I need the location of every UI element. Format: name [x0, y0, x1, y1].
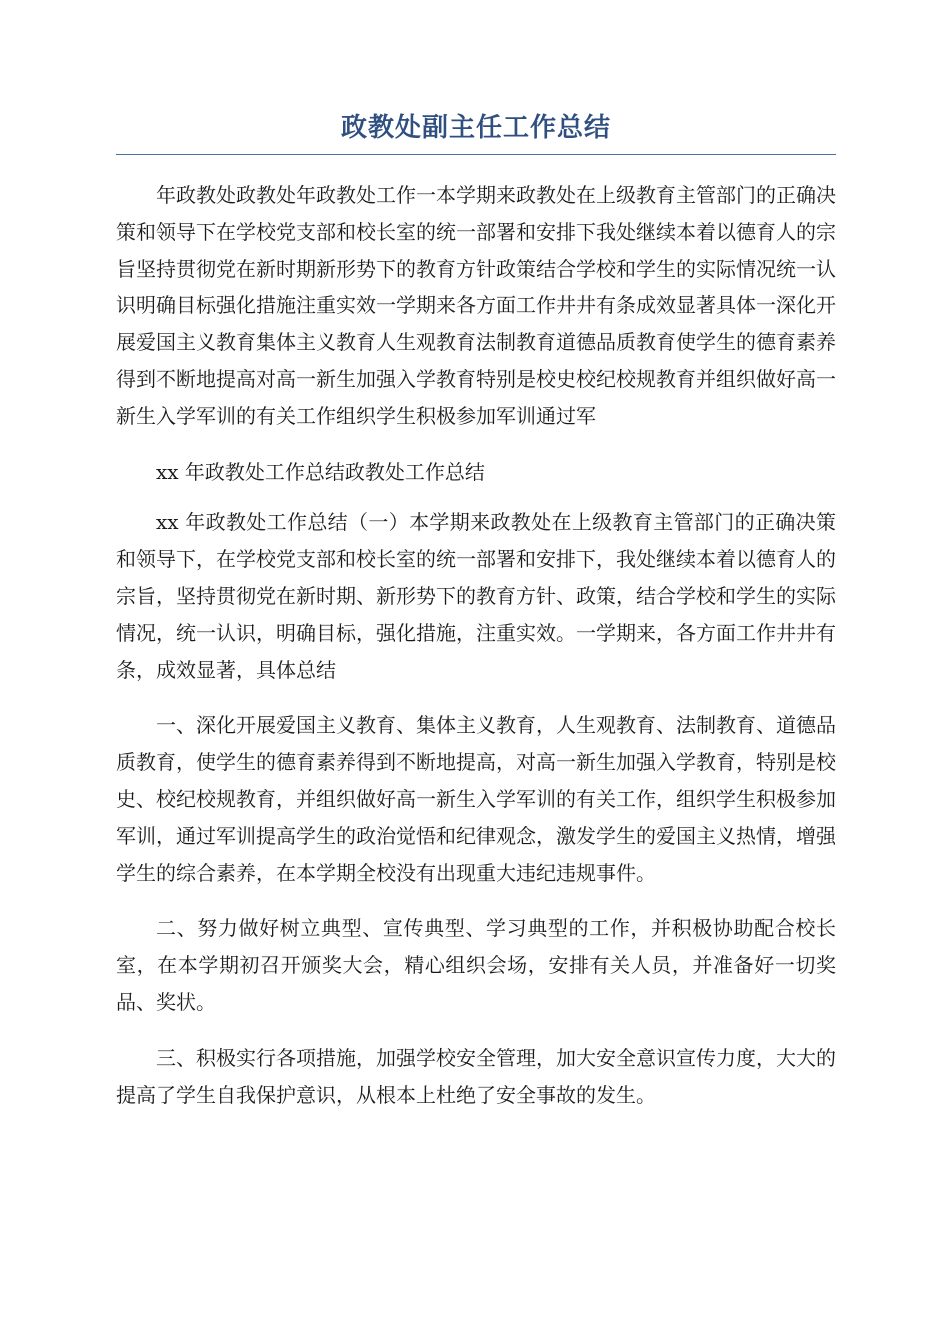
document-title: 政教处副主任工作总结 — [340, 113, 611, 143]
paragraph-subheading: xx 年政教处工作总结政教处工作总结 — [156, 459, 485, 484]
paragraph-summary-one: xx 年政教处工作总结（一）本学期来政教处在上级教育主管部门的正确决策和领导下，在学校党支部和校长室的统一部署和安排下，我处继续本着以德育人的宗旨，坚持贯彻党在新时期、新形势下的教育方针、政策，结合学校和学生的实际情况，统一认识，明确目标，强化措施，注重实效。一学期来，各方面工作井井有条，成效显著，具体总结 — [116, 510, 836, 682]
title-underline — [116, 154, 836, 155]
paragraph-intro: 年政教处政教处年政教处工作一本学期来政教处在上级教育主管部门的正确决策和领导下在学校党支部和校长室的统一部署和安排下我处继续本着以德育人的宗旨坚持贯彻党在新时期新形势下的教育方针政策结合学校和学生的实际情况统一认识明确目标强化措施注重实效一学期来各方面工作井井有条成效显著具体一深化开展爱国主义教育集体主义教育人生观教育法制教育道德品质教育使学生的德育素养得到不断地提高对高一新生加强入学教育特别是校史校纪校规教育并组织做好高一新生入学军训的有关工作组织学生积极参加军训通过军 — [116, 183, 836, 428]
paragraph-item-two: 二、努力做好树立典型、宣传典型、学习典型的工作，并积极协助配合校长室，在本学期初召开颁奖大会，精心组织会场，安排有关人员，并准备好一切奖品、奖状。 — [116, 916, 836, 1014]
paragraph-item-three: 三、积极实行各项措施，加强学校安全管理，加大安全意识宣传力度，大大的提高了学生自我保护意识，从根本上杜绝了安全事故的发生。 — [116, 1045, 836, 1107]
document-page — [116, 108, 836, 1132]
paragraph-item-one: 一、深化开展爱国主义教育、集体主义教育，人生观教育、法制教育、道德品质教育，使学生的德育素养得到不断地提高，对高一新生加强入学教育，特别是校史、校纪校规教育，并组织做好高一新生入学军训的有关工作，组织学生积极参加军训，通过军训提高学生的政治觉悟和纪律观念，激发学生的爱国主义热情，增强学生的综合素养，在本学期全校没有出现重大违纪违规事件。 — [116, 713, 836, 885]
